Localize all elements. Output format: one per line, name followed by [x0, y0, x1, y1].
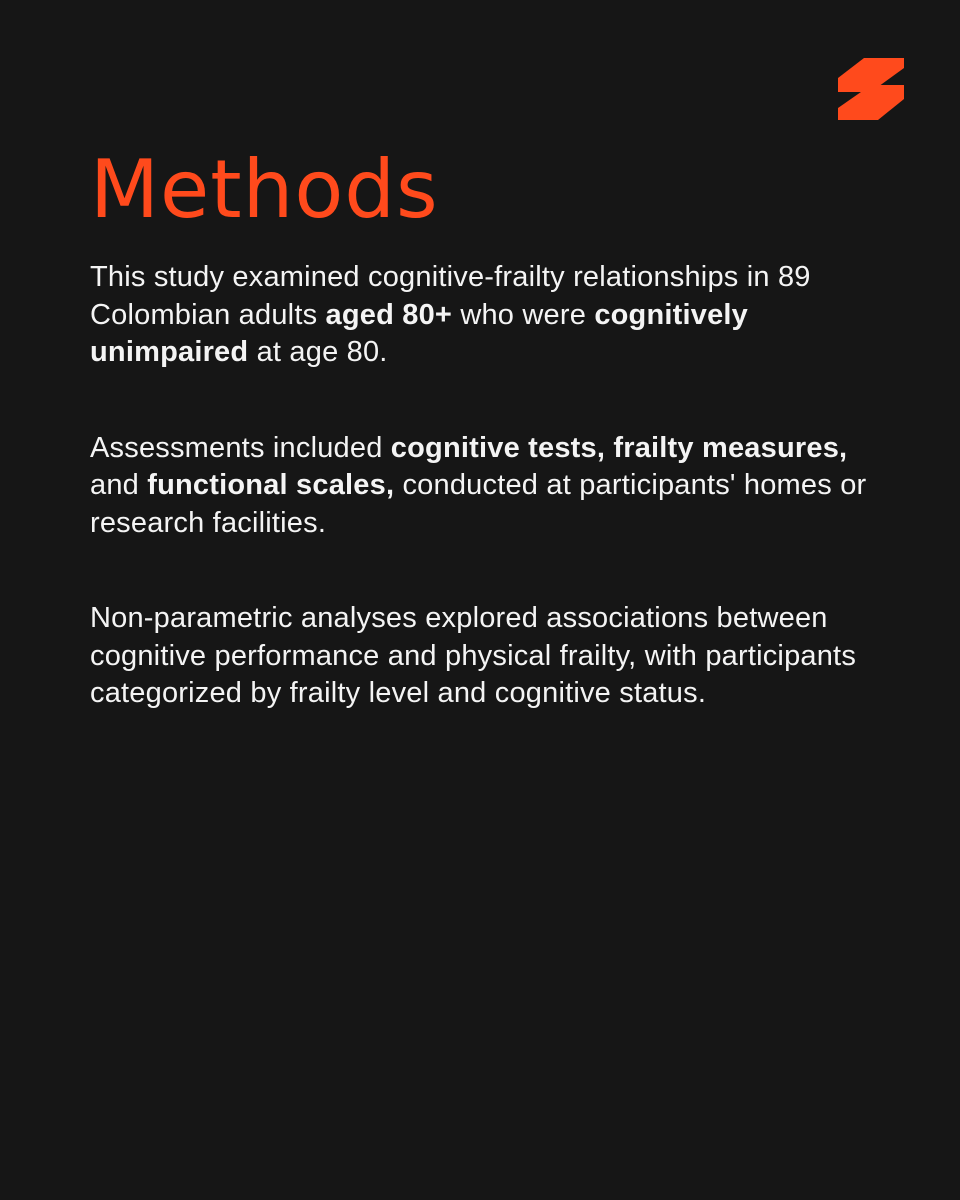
brand-logo-icon	[838, 58, 904, 120]
body-content	[90, 259, 890, 771]
page-title: Methods	[90, 143, 439, 236]
paragraph-analyses	[90, 600, 890, 713]
highlight-functional-scales: functional scales,	[147, 469, 395, 501]
paragraph-assessments	[90, 430, 890, 543]
paragraph-text: conducted at participants' homes or research facilities.	[90, 469, 867, 539]
paragraph-text: and	[90, 469, 148, 501]
highlight-tests-measures: cognitive tests, frailty measures,	[390, 431, 848, 464]
paragraph-text: Assessments included	[90, 431, 391, 464]
paragraph-text: Non-parametric analyses explored associations between cognitive performance and physical frailty, with participants categorized by frailty level and cognitive status.	[90, 602, 857, 709]
paragraph-text: who were	[452, 298, 595, 331]
paragraph-text: at age 80.	[248, 336, 388, 368]
highlight-age: aged 80+	[325, 298, 453, 331]
highlight-cognitive-status: cognitively unimpaired	[90, 298, 748, 368]
paragraph-text: This study examined cognitive-frailty relationships in 89 Colombian adults	[90, 261, 811, 331]
paragraph-study-description	[90, 259, 890, 372]
